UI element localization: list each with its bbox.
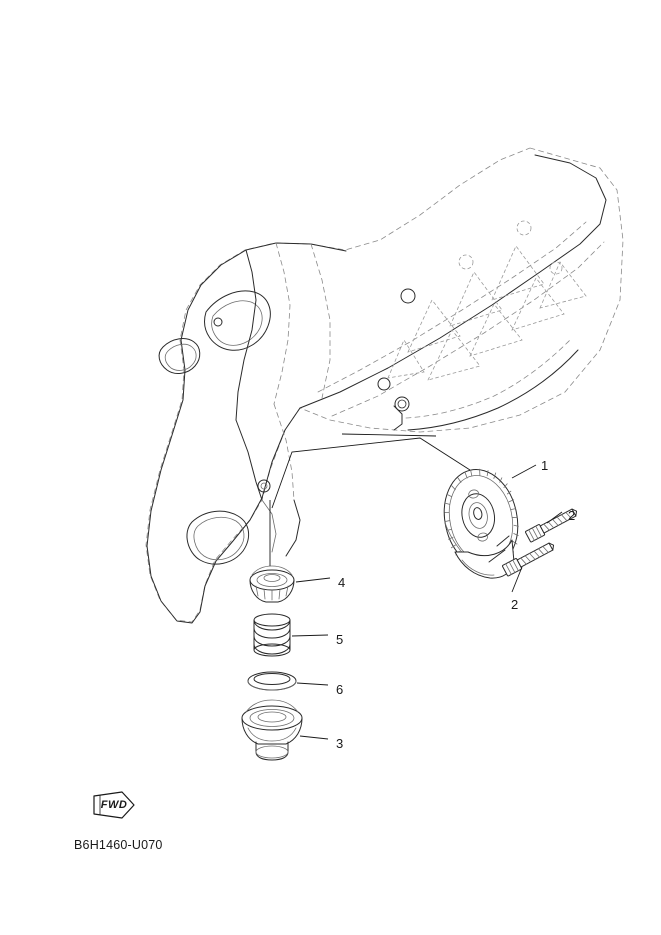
callout-4-relief-valve-seat: 4 — [338, 575, 346, 590]
callout-3-strainer-cap: 3 — [336, 736, 344, 751]
forward-direction-arrow — [92, 790, 136, 820]
diagram-part-code: B6H1460-U070 — [74, 838, 163, 852]
relief-valve-seat — [250, 566, 294, 602]
leader-lines — [270, 434, 562, 739]
oil-strainer-cap — [242, 700, 302, 760]
callout-2-bolt-upper: 2 — [568, 508, 576, 523]
forward-arrow-label: FWD — [100, 799, 128, 811]
callout-2-bolt-lower: 2 — [511, 597, 519, 612]
crankcase-outline — [146, 148, 623, 623]
callout-1-oil-pump-assembly: 1 — [541, 458, 549, 473]
compression-spring — [254, 614, 290, 656]
callout-5-spring: 5 — [336, 632, 344, 647]
o-ring — [248, 672, 296, 690]
callout-6-o-ring: 6 — [336, 682, 344, 697]
